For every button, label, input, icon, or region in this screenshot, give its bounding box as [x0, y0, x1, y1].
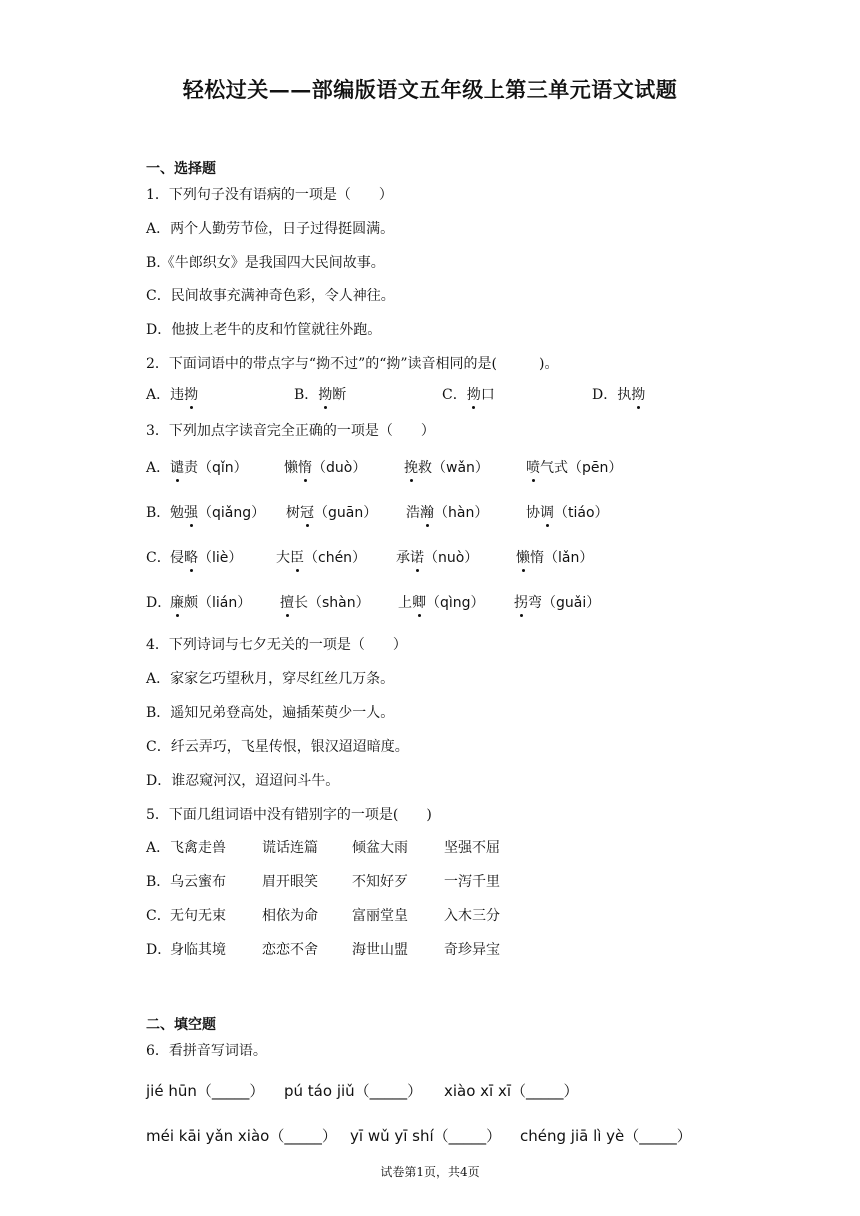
- q3-a-item-3: 挽救（wǎn）: [404, 460, 489, 476]
- question-2-option-d: D．执拗: [592, 387, 646, 403]
- question-2-option-c: C．拗口: [442, 387, 495, 403]
- section-heading-choice: 一、选择题: [146, 161, 216, 177]
- q3-a-item-2: 懒惰（duò）: [284, 460, 367, 476]
- section-heading-fill-blank: 二、填空题: [146, 1017, 216, 1033]
- q3-c-item-2: 大臣（chén）: [276, 550, 367, 566]
- q3-d-item-3: 上卿（qìng）: [398, 595, 485, 611]
- q3-b-item-4: 协调（tiáo）: [526, 505, 609, 521]
- question-4-option-b: B．遥知兄弟登高处，遍插茱萸少一人。: [146, 705, 395, 721]
- page-footer: 试卷第1页，共4页: [380, 1165, 480, 1179]
- question-4-stem: 4．下列诗词与七夕无关的一项是（ ）: [146, 637, 407, 653]
- question-1-option-d: D．他披上老牛的皮和竹筐就往外跑。: [146, 322, 382, 338]
- pinyin-item: chéng jiā lì yè（_____）: [520, 1127, 692, 1145]
- q3-d-item-4: 拐弯（guǎi）: [514, 595, 601, 611]
- pinyin-item: xiào xī xī（_____）: [444, 1082, 579, 1100]
- page-title: 轻松过关——部编版语文五年级上第三单元语文试题: [182, 77, 678, 102]
- question-4-option-d: D．谁忍窥河汉，迢迢问斗牛。: [146, 773, 340, 789]
- q3-d-item-1: 廉颇（lián）: [170, 595, 252, 611]
- question-4-option-a: A．家家乞巧望秋月，穿尽红丝几万条。: [146, 671, 395, 687]
- pinyin-item: yī wǔ yī shí（_____）: [350, 1127, 502, 1145]
- q3-b-item-1: 勉强（qiǎng）: [170, 505, 266, 521]
- q3-a-item-1: 谴责（qǐn）: [170, 460, 248, 476]
- q3-c-item-4: 懒惰（lǎn）: [516, 550, 594, 566]
- question-2-option-a: A．违拗: [146, 387, 199, 403]
- pinyin-item: pú táo jiǔ（_____）: [284, 1082, 423, 1100]
- q3-a-item-4: 喷气式（pēn）: [526, 460, 623, 476]
- question-3-stem: 3．下列加点字读音完全正确的一项是（ ）: [146, 423, 435, 439]
- question-2-option-b: B．拗断: [294, 387, 347, 403]
- pinyin-item: jié hūn（_____）: [146, 1082, 265, 1100]
- q3-b-item-3: 浩瀚（hàn）: [406, 505, 489, 521]
- question-6-stem: 6．看拼音写词语。: [146, 1043, 267, 1059]
- q3-d-item-2: 擅长（shàn）: [280, 595, 370, 611]
- question-1-option-a: A．两个人勤劳节俭，日子过得挺圆满。: [146, 221, 395, 237]
- question-1-stem: 1．下列句子没有语病的一项是（ ）: [146, 187, 393, 203]
- question-2-stem: 2．下面词语中的带点字与“拗不过”的“拗”读音相同的是( )。: [146, 356, 559, 372]
- question-1-option-c: C．民间故事充满神奇色彩，令人神往。: [146, 288, 395, 304]
- q3-b-item-2: 树冠（guān）: [286, 505, 378, 521]
- q3-c-item-1: 侵略（liè）: [170, 550, 243, 566]
- question-1-option-b: B.《牛郎织女》是我国四大民间故事。: [146, 255, 385, 271]
- q3-c-item-3: 承诺（nuò）: [396, 550, 479, 566]
- pinyin-item: méi kāi yǎn xiào（_____）: [146, 1127, 337, 1145]
- question-5-stem: 5．下面几组词语中没有错别字的一项是( ): [146, 807, 432, 823]
- question-4-option-c: C．纤云弄巧，飞星传恨，银汉迢迢暗度。: [146, 739, 409, 755]
